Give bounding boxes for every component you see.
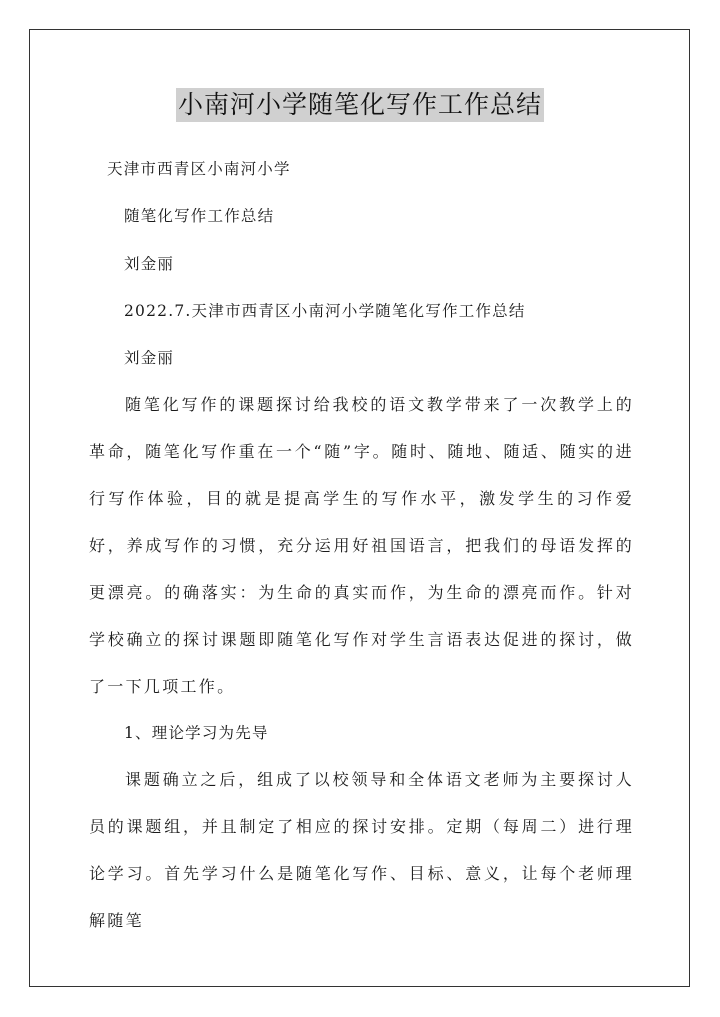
- date-title-line: 2022.7.天津市西青区小南河小学随笔化写作工作总结: [124, 302, 526, 320]
- body-paragraph-2: 课题确立之后，组成了以校领导和全体语文老师为主要探讨人员的课题组，并且制定了相应的探讨安排。定期（每周二）进行理论学习。首先学习什么是随笔化写作、目标、意义，让每个老师理解随笔: [89, 770, 634, 930]
- body-paragraph-1: 随笔化写作的课题探讨给我校的语文教学带来了一次教学上的革命，随笔化写作重在一个“随”字。随时、随地、随适、随实的进行写作体验，目的就是提高学生的写作水平，激发学生的习作爱好，养成写作的习惯，充分运用好祖国语言，把我们的母语发挥的更漂亮。的确落实：为生命的真实而作，为生命的漂亮而作。针对学校确立的探讨课题即随笔化写作对学生言语表达促进的探讨，做了一下几项工作。: [89, 395, 634, 696]
- author-line-2: 刘金丽: [124, 349, 175, 367]
- subtitle-line: 随笔化写作工作总结: [124, 207, 275, 225]
- school-name-line: 天津市西青区小南河小学: [107, 160, 291, 178]
- title-wrap: [0, 88, 720, 122]
- section-heading: 1、理论学习为先导: [124, 724, 269, 742]
- author-line: 刘金丽: [124, 255, 175, 273]
- document-title: 小南河小学随笔化写作工作总结: [176, 88, 544, 122]
